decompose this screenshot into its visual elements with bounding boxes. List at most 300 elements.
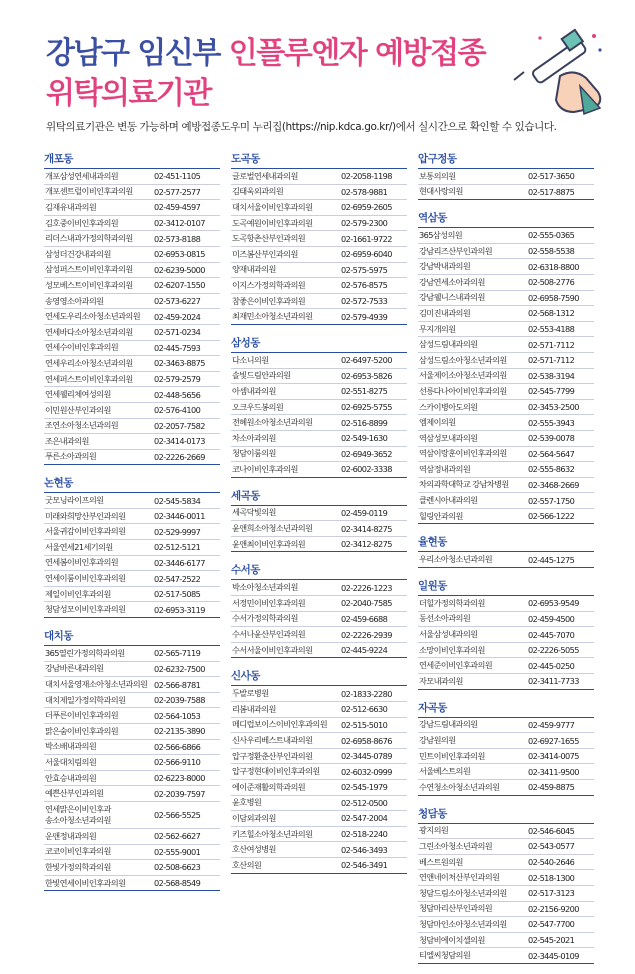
clinic-name-text: 한빛가정의학과의원 (45, 861, 111, 872)
clinic-name-text: 조연소아청소년과의원 (45, 420, 119, 431)
clinic-name-text: 윤앤최이비인후과의원 (232, 538, 306, 549)
clinic-name (418, 903, 528, 914)
clinic-phone: 02-6002-3338 (341, 464, 392, 475)
clinic-name (231, 629, 341, 640)
clinic-name (418, 230, 528, 241)
district-heading: 개포동 (44, 151, 220, 169)
district-section (231, 562, 407, 658)
clinic-phone: 02-6958-8676 (341, 735, 392, 746)
clinic-row (418, 462, 594, 478)
clinic-phone: 02-2058-1198 (341, 171, 392, 182)
clinic-row (418, 733, 594, 749)
clinic-name (231, 719, 341, 730)
clinic-name (44, 589, 154, 600)
clinic-name (418, 433, 528, 444)
clinic-name (418, 308, 528, 319)
clinic-name (418, 950, 528, 961)
clinic-name-text: 차의과학대학교 강남차병원 (419, 479, 509, 490)
clinic-name-text: 역삼정내과의원 (419, 463, 471, 474)
district-section (418, 700, 594, 796)
clinic-row (418, 369, 594, 385)
clinic-name-text: 티엘씨청담의원 (419, 950, 471, 961)
clinic-phone: 02-538-3194 (528, 370, 575, 381)
clinic-phone: 02-579-2579 (154, 374, 201, 385)
district-section (418, 210, 594, 524)
clinic-phone: 02-579-2300 (341, 218, 388, 229)
clinic-phone: 02-555-0365 (528, 230, 575, 241)
clinic-name (44, 495, 154, 506)
clinic-phone: 02-575-5975 (341, 264, 388, 275)
clinic-phone: 02-576-4100 (154, 405, 201, 416)
clinic-phone: 02-516-8899 (341, 417, 388, 428)
district-heading: 신사동 (231, 668, 407, 686)
clinic-phone: 02-2057-7582 (154, 420, 205, 431)
clinic-phone: 02-545-2021 (528, 935, 575, 946)
clinic-row (44, 602, 220, 618)
clinic-phone: 02-3468-2669 (528, 479, 579, 490)
clinic-name (418, 629, 528, 640)
clinic-phone: 02-6927-1655 (528, 735, 579, 746)
clinic-row (231, 400, 407, 416)
clinic-name-text: 전혜원소아청소년과의원 (232, 417, 313, 428)
clinic-row (418, 612, 594, 628)
clinic-name-text: 김태욱외과의원 (232, 186, 284, 197)
clinic-phone: 02-518-1300 (528, 872, 575, 883)
clinic-name (44, 327, 154, 338)
title-line2: 위탁의료기관 (46, 76, 211, 111)
district-heading: 수서동 (231, 562, 407, 580)
clinic-phone: 02-6497-5200 (341, 355, 392, 366)
clinic-name (44, 878, 154, 889)
clinic-name-text: 맑은숨이비인후과의원 (45, 725, 119, 736)
clinic-name (418, 645, 528, 656)
clinic-row (418, 839, 594, 855)
clinic-phone: 02-555-3943 (528, 417, 575, 428)
clinic-name (44, 296, 154, 307)
clinic-row (418, 415, 594, 431)
clinic-row (231, 842, 407, 858)
clinic-row (231, 384, 407, 400)
clinic-name-text: 예쁜산부인과의원 (45, 788, 104, 799)
clinic-name-text: 현대사랑의원 (419, 186, 463, 197)
clinic-row (231, 200, 407, 216)
clinic-phone: 02-562-6627 (154, 831, 201, 842)
clinic-row (44, 450, 220, 466)
clinic-row (418, 353, 594, 369)
clinic-row (44, 755, 220, 771)
clinic-name (44, 542, 154, 553)
clinic-name (418, 660, 528, 671)
clinic-name (44, 804, 154, 826)
clinic-name (231, 202, 341, 213)
clinic-phone: 02-546-6045 (528, 825, 575, 836)
clinic-row (231, 185, 407, 201)
district-section (231, 151, 407, 325)
clinic-name-text: 민트이비인후과의원 (419, 750, 485, 761)
clinic-row (44, 829, 220, 845)
clinic-phone: 02-445-7593 (154, 342, 201, 353)
clinic-name (418, 292, 528, 303)
clinic-name (231, 355, 341, 366)
clinic-name-text: 강남원의원 (419, 735, 456, 746)
clinic-row (418, 948, 594, 964)
district-section (231, 335, 407, 478)
column-2 (231, 151, 407, 884)
clinic-phone: 02-573-8188 (154, 233, 201, 244)
clinic-phone: 02-459-9777 (528, 719, 575, 730)
clinic-phone: 02-547-2004 (341, 813, 388, 824)
clinic-name (231, 766, 341, 777)
clinic-row (418, 643, 594, 659)
clinic-name-text: 개포센트럴이비인후과의원 (45, 186, 133, 197)
clinic-name-text: 아셈내과의원 (232, 385, 276, 396)
clinic-name-text: 도곡예원이비인후과의원 (232, 217, 313, 228)
clinic-name-text: 그린소아청소년과의원 (419, 840, 493, 851)
clinic-name (44, 695, 154, 706)
clinic-name (231, 735, 341, 746)
clinic-row (44, 771, 220, 787)
clinic-row (44, 387, 220, 403)
clinic-row (44, 677, 220, 693)
clinic-row (44, 309, 220, 325)
clinic-name (44, 679, 154, 690)
clinic-row (418, 627, 594, 643)
clinic-name-text: 송영영소아과의원 (45, 295, 104, 306)
clinic-row (231, 216, 407, 232)
clinic-name-text: 박소배내과의원 (45, 741, 97, 752)
clinic-phone: 02-2039-7588 (154, 695, 205, 706)
clinic-row (418, 478, 594, 494)
clinic-name (418, 402, 528, 413)
clinic-phone: 02-3414-8275 (341, 523, 392, 534)
clinic-row (418, 509, 594, 525)
clinic-name-text: 개포삼성연세내과의원 (45, 170, 119, 181)
clinic-name-text: 미즈봄산부인과의원 (232, 248, 298, 259)
clinic-name-text: 연세바다소아청소년과의원 (45, 326, 133, 337)
clinic-name-text: 수연청소아청소년과의원 (419, 781, 500, 792)
clinic-row (418, 780, 594, 796)
clinic-name (418, 676, 528, 687)
clinic-name (418, 417, 528, 428)
clinic-name (231, 464, 341, 475)
clinic-name (231, 797, 341, 808)
clinic-name-text: 자모내과의원 (419, 675, 463, 686)
clinic-row (418, 169, 594, 185)
clinic-phone: 02-2135-3890 (154, 726, 205, 737)
clinic-phone: 02-571-0234 (154, 327, 201, 338)
clinic-name (231, 860, 341, 871)
district-heading: 논현동 (44, 475, 220, 493)
clinic-name-text: 박소아청소년과의원 (232, 582, 298, 593)
clinic-row (418, 658, 594, 674)
clinic-name-text: 엠제이의원 (419, 417, 456, 428)
clinic-name-text: 김미진내과의원 (419, 307, 471, 318)
clinic-name-text: 푸른소아과의원 (45, 451, 97, 462)
clinic-phone: 02-448-5656 (154, 389, 201, 400)
clinic-row (418, 824, 594, 840)
clinic-phone: 02-578-9881 (341, 186, 388, 197)
clinic-name (418, 495, 528, 506)
clinic-name-text: 글로벌연세내과의원 (232, 170, 298, 181)
clinic-name-text: 클렌시아내과의원 (419, 495, 478, 506)
clinic-phone: 02-2226-2939 (341, 629, 392, 640)
clinic-phone: 02-571-7112 (528, 339, 575, 350)
clinic-row (44, 693, 220, 709)
clinic-name-text: 힐링안과의원 (419, 510, 463, 521)
clinic-phone: 02-2226-2669 (154, 451, 205, 462)
clinic-row (231, 749, 407, 765)
clinic-name (418, 464, 528, 475)
clinic-name (418, 511, 528, 522)
clinic-row (231, 294, 407, 310)
clinic-row (418, 400, 594, 416)
clinic-name-text: 대치서울영재소아청소년과의원 (45, 679, 148, 690)
clinic-name-text: 스카이병아도의원 (419, 401, 478, 412)
clinic-phone: 02-566-1222 (528, 511, 575, 522)
clinic-row (231, 612, 407, 628)
clinic-row (418, 244, 594, 260)
district-heading: 세곡동 (231, 488, 407, 506)
clinic-name-text: 미래와희망산부인과의원 (45, 510, 126, 521)
clinic-phone: 02-512-0500 (341, 797, 388, 808)
clinic-name (44, 846, 154, 857)
district-heading: 대치동 (44, 628, 220, 646)
clinic-name-text: 서정민이비인후과의원 (232, 597, 306, 608)
clinic-row (44, 325, 220, 341)
clinic-name-text: 신사우리베스트내과의원 (232, 735, 313, 746)
clinic-row (231, 764, 407, 780)
clinic-name (418, 841, 528, 852)
clinic-name-text: 키즈힐소아청소년과의원 (232, 828, 313, 839)
clinic-phone: 02-6953-3119 (154, 604, 205, 615)
clinic-name-text: 청담마리산부인과의원 (419, 903, 493, 914)
clinic-name-text: 우리소아청소년과의원 (419, 554, 493, 565)
clinic-name-text: 이담외과의원 (232, 812, 276, 823)
clinic-row (44, 860, 220, 876)
clinic-name (418, 324, 528, 335)
clinic-phone: 02-3412-8275 (341, 539, 392, 550)
clinic-name-text: 베스트원의원 (419, 856, 463, 867)
clinic-name (418, 751, 528, 762)
clinic-name (231, 448, 341, 459)
clinic-name-text: 청담마인소아청소년과의원 (419, 918, 507, 929)
district-heading: 압구정동 (418, 151, 594, 169)
clinic-row (231, 431, 407, 447)
clinic-row (418, 718, 594, 734)
clinic-name-text: 최재민소아청소년과의원 (232, 311, 313, 322)
clinic-row (418, 902, 594, 918)
clinic-phone: 02-6949-3652 (341, 448, 392, 459)
clinic-name (231, 598, 341, 609)
clinic-row (231, 169, 407, 185)
clinic-name-text: 수서가정의학과의원 (232, 613, 298, 624)
clinic-row (44, 845, 220, 861)
district-heading: 삼성동 (231, 335, 407, 353)
clinic-phone: 02-555-8632 (528, 464, 575, 475)
clinic-name-text: 조은내과의원 (45, 435, 89, 446)
clinic-name (231, 280, 341, 291)
district-section (418, 578, 594, 690)
clinic-phone: 02-3446-6177 (154, 557, 205, 568)
clinic-name-text: 리봄내과의원 (232, 703, 276, 714)
district-heading: 역삼동 (418, 210, 594, 228)
clinic-row (418, 185, 594, 201)
clinic-phone: 02-2039-7597 (154, 788, 205, 799)
clinic-name (44, 420, 154, 431)
clinic-name-text: 에이준재활의학과의원 (232, 781, 306, 792)
clinic-name (231, 433, 341, 444)
clinic-name (231, 751, 341, 762)
clinic-row (231, 521, 407, 537)
clinic-name-text: 운앤정내과의원 (45, 830, 97, 841)
clinic-name (231, 218, 341, 229)
clinic-name (418, 386, 528, 397)
clinic-phone: 02-539-0078 (528, 433, 575, 444)
clinic-row (418, 886, 594, 902)
clinic-row (44, 556, 220, 572)
clinic-name (44, 389, 154, 400)
district-section (418, 806, 594, 964)
clinic-name (231, 233, 341, 244)
clinic-phone: 02-543-0577 (528, 841, 575, 852)
clinic-name-text: 차소아과의원 (232, 432, 276, 443)
clinic-phone: 02-459-4500 (528, 613, 575, 624)
clinic-row (44, 724, 220, 740)
clinic-name-text: 호산의원 (232, 859, 262, 870)
clinic-phone: 02-545-5834 (154, 495, 201, 506)
clinic-name-text: 호산여성병원 (232, 844, 276, 855)
clinic-name (231, 264, 341, 275)
clinic-name (44, 757, 154, 768)
clinic-phone: 02-572-7533 (341, 296, 388, 307)
clinic-name-text: 365열린가정의학과의원 (45, 647, 125, 658)
clinic-phone: 02-545-1979 (341, 782, 388, 793)
clinic-row (44, 185, 220, 201)
clinic-phone: 02-459-0119 (341, 507, 388, 518)
clinic-name-text: 안효승내과의원 (45, 772, 97, 783)
clinic-row (44, 372, 220, 388)
clinic-name-text: 강남리즈산부인과의원 (419, 245, 493, 256)
clinic-name-text: 강남드림내과의원 (419, 719, 478, 730)
clinic-name-text: 서울제이소아청소년과의원 (419, 370, 507, 381)
clinic-name-text: 오크우드봉의원 (232, 401, 284, 412)
clinic-phone: 02-512-5121 (154, 542, 201, 553)
clinic-row (418, 493, 594, 509)
clinic-name (418, 613, 528, 624)
clinic-row (44, 876, 220, 892)
clinic-name-text: 청담비에이치셀의원 (419, 934, 485, 945)
clinic-name-text: 도곡항촌산부인과의원 (232, 233, 306, 244)
clinic-name (231, 296, 341, 307)
clinic-name-text: 압구정환춘산부인과의원 (232, 750, 313, 761)
clinic-name-text: 서울연세21세기의원 (45, 541, 113, 552)
clinic-phone: 02-547-2522 (154, 573, 201, 584)
district-heading: 도곡동 (231, 151, 407, 169)
clinic-phone: 02-1833-2280 (341, 688, 392, 699)
clinic-row (231, 278, 407, 294)
clinic-name (44, 726, 154, 737)
clinic-phone: 02-6223-8000 (154, 773, 205, 784)
clinic-name (418, 825, 528, 836)
clinic-row (44, 341, 220, 357)
clinic-name-text: 선릉다나아이비인후과의원 (419, 385, 507, 396)
clinic-phone: 02-3453-2500 (528, 402, 579, 413)
clinic-row (418, 259, 594, 275)
clinic-phone: 02-577-2577 (154, 186, 201, 197)
clinic-row (418, 552, 594, 568)
clinic-name (418, 261, 528, 272)
clinic-name-text: 강남연세소아과의원 (419, 276, 485, 287)
clinic-name-text: 삼성더건강내과의원 (45, 248, 111, 259)
clinic-row (44, 216, 220, 232)
clinic-row (231, 643, 407, 659)
clinic-name-text: 김재유내과의원 (45, 201, 97, 212)
clinic-phone: 02-579-4939 (341, 311, 388, 322)
clinic-phone: 02-565-7119 (154, 648, 201, 659)
district-section (44, 151, 220, 465)
clinic-name (231, 539, 341, 550)
clinic-name (418, 598, 528, 609)
clinic-name (44, 280, 154, 291)
clinic-row (418, 917, 594, 933)
clinic-name-text: 연세우리소아청소년과의원 (45, 357, 133, 368)
clinic-row (44, 263, 220, 279)
clinic-name (44, 218, 154, 229)
clinic-name-text: 대치제일가정의학과의원 (45, 694, 126, 705)
clinic-name-text: 이지스가정의학과의원 (232, 279, 306, 290)
clinic-name (231, 249, 341, 260)
clinic-phone: 02-551-8275 (341, 386, 388, 397)
clinic-name-text: 청담성모이비인후과의원 (45, 604, 126, 615)
district-section (44, 628, 220, 891)
clinic-phone: 02-3412-0107 (154, 218, 205, 229)
clinic-phone: 02-515-5010 (341, 719, 388, 730)
clinic-name-text: 리더스내과가정의학과의원 (45, 233, 133, 244)
clinic-row (418, 228, 594, 244)
clinic-row (231, 353, 407, 369)
clinic-phone: 02-566-8781 (154, 679, 201, 690)
clinic-phone: 02-546-3493 (341, 844, 388, 855)
clinic-name (418, 339, 528, 350)
title-part2: 인플루엔자 예방접종 (228, 36, 486, 71)
clinic-phone: 02-3463-8875 (154, 358, 205, 369)
clinic-name-text: 김호중이비인후과의원 (45, 217, 119, 228)
clinic-name (231, 813, 341, 824)
clinic-row (418, 674, 594, 690)
clinic-row (231, 580, 407, 596)
clinic-name (231, 645, 341, 656)
clinic-phone: 02-545-7799 (528, 386, 575, 397)
clinic-name (44, 358, 154, 369)
clinic-row (231, 263, 407, 279)
clinic-row (44, 247, 220, 263)
clinic-name-text: 두발로병원 (232, 688, 269, 699)
clinic-name (44, 862, 154, 873)
clinic-row (44, 587, 220, 603)
clinic-row (418, 764, 594, 780)
clinic-phone: 02-564-5647 (528, 448, 575, 459)
clinic-name-text: 청담이룸의원 (232, 448, 276, 459)
clinic-name (418, 782, 528, 793)
clinic-name (418, 554, 528, 565)
clinic-name-text: 더푸른이비인후과의원 (45, 710, 119, 721)
clinic-phone: 02-568-1312 (528, 308, 575, 319)
clinic-phone: 02-558-5538 (528, 246, 575, 257)
clinic-phone: 02-576-8575 (341, 280, 388, 291)
clinic-phone: 02-517-8875 (528, 186, 575, 197)
clinic-phone: 02-553-4188 (528, 324, 575, 335)
clinic-phone: 02-6232-7500 (154, 663, 205, 674)
